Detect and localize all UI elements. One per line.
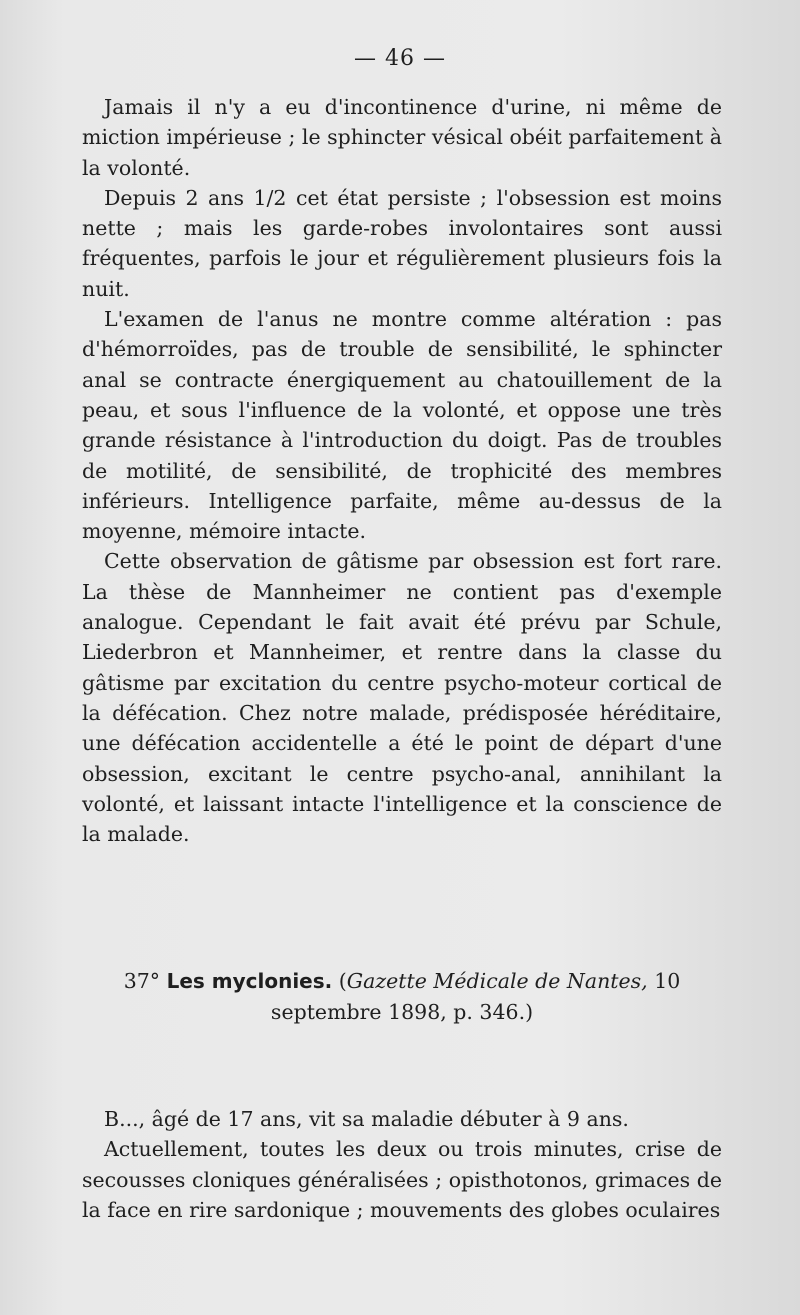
paragraph: Jamais il n'y a eu d'incontinence d'urine, ni même de miction impérieuse ; le sphincter vésical obéit parfaitement à la volonté. [82, 95, 722, 180]
section-title: Les myclonies. [166, 969, 333, 993]
paragraph: Actuellement, toutes les deux ou trois minutes, crise de secousses cloniques généralisées ; opisthotonos, grimaces de la face en rire sardonique ; mouvements des globes oculaires [82, 1137, 722, 1222]
paragraph: B..., âgé de 17 ans, vit sa maladie débuter à 9 ans. [104, 1107, 629, 1131]
section-heading [82, 966, 722, 1028]
source-journal: Gazette Médicale de Nantes, [346, 969, 648, 993]
source-rest: 10 septembre 1898, p. 346.) [270, 969, 681, 1024]
body-text-2 [82, 1104, 722, 1225]
source-open: ( [338, 969, 347, 993]
paragraph: Cette observation de gâtisme par obsession est fort rare. La thèse de Mannheimer ne contient pas d'exemple analogue. Cependant le fait avait été prévu par Schule, Liederbron et Mannheimer, et rentre dans la classe du gâtisme par excitation du centre psycho-moteur cortical de la défécation. Chez notre malade, prédisposée héréditaire, une défécation accidentelle a été le point de départ d'une obsession, excitant le centre psycho-anal, annihilant la volonté, et laissant intacte l'intelligence et la conscience de la malade. [82, 549, 722, 847]
paragraph: L'examen de l'anus ne montre comme altération : pas d'hémorroïdes, pas de trouble de sensibilité, le sphincter anal se contracte énergiquement au chatouillement de la peau, et sous l'influence de la volonté, et oppose une très grande résistance à l'introduction du doigt. Pas de troubles de motilité, de sensibilité, de trophicité des membres inférieurs. Intelligence parfaite, même au-dessus de la moyenne, mémoire intacte. [82, 307, 722, 544]
section-number: 37° [123, 969, 161, 993]
paragraph: Depuis 2 ans 1/2 cet état persiste ; l'obsession est moins nette ; mais les garde-robes involontaires sont aussi fréquentes, parfois le jour et régulièrement plusieurs fois la nuit. [82, 185, 722, 301]
page-number: — 46 — [354, 46, 446, 71]
body-text [82, 92, 722, 849]
